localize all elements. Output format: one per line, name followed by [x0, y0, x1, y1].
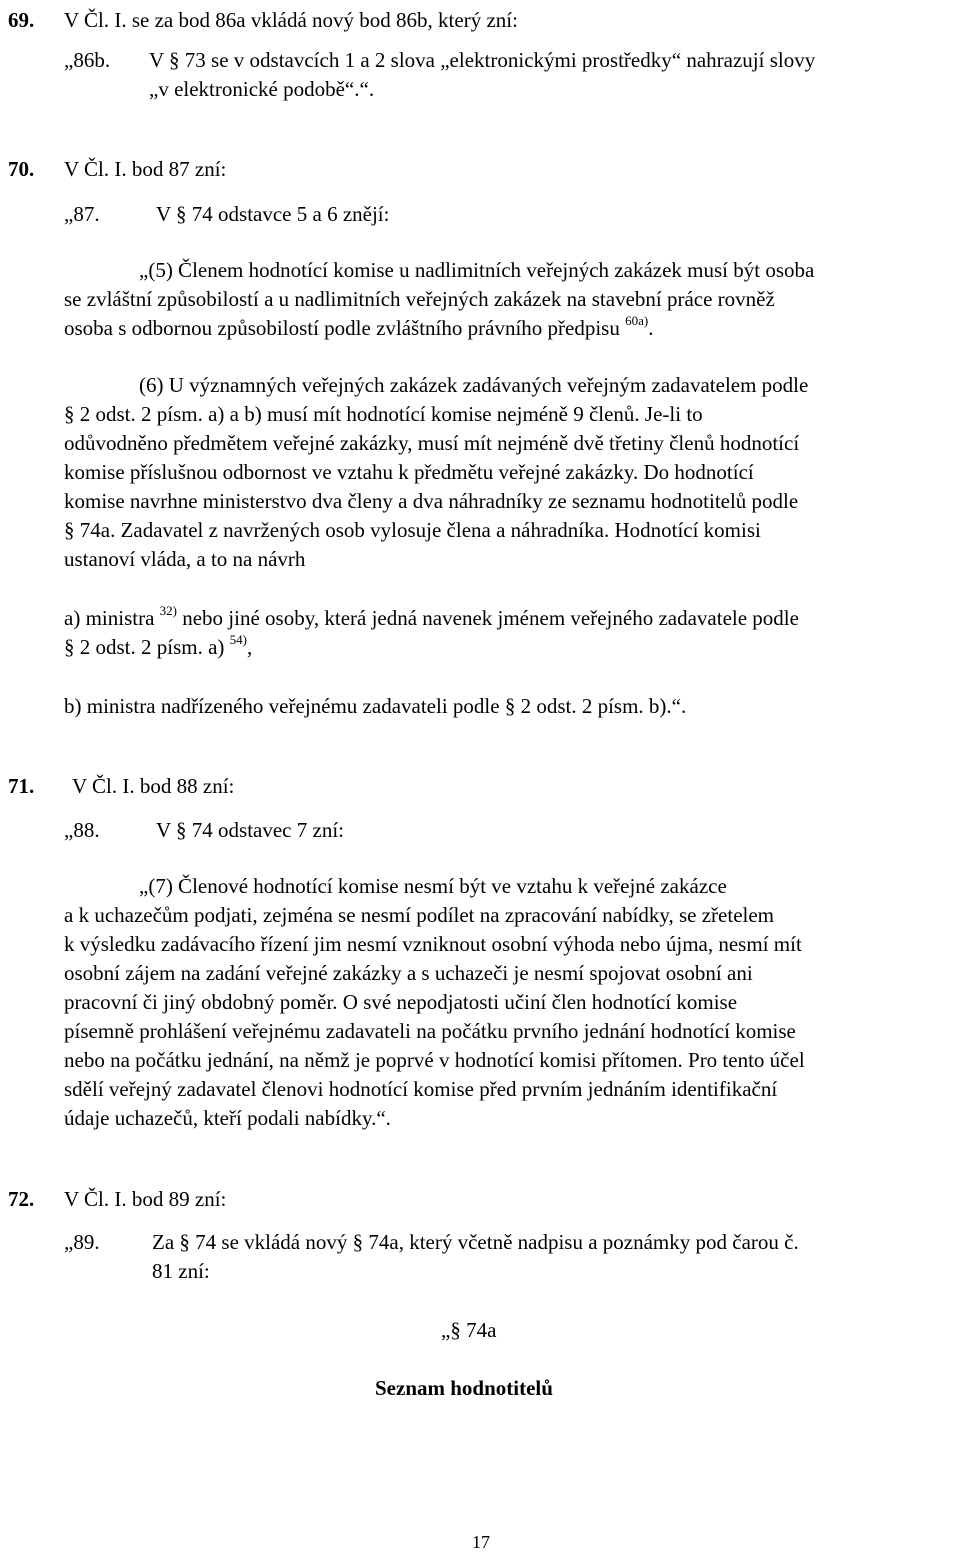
item-heading-72: V Čl. I. bod 89 zní: [64, 1187, 227, 1211]
para-5-line1: „(5) Členem hodnotící komise u nadlimitních veřejných zakázek musí být osoba [139, 258, 815, 282]
item-number-70: 70. [8, 157, 35, 181]
para-6-line2: § 2 odst. 2 písm. a) a b) musí mít hodnotící komise nejméně 9 členů. Je-li to [64, 402, 703, 426]
para-7-line2: a k uchazečům podjati, zejména se nesmí podílet na zpracování nabídky, se zřetelem [64, 903, 775, 927]
para-6-line4: komise příslušnou odbornost ve vztahu k předmětu veřejné zakázky. Do hodnotící [64, 460, 754, 484]
para-6-line3: odůvodněno předmětem veřejné zakázky, musí mít nejméně dvě třetiny členů hodnotící [64, 431, 800, 455]
footnote-ref-32: 32) [159, 603, 177, 618]
sub-text-89-line1: Za § 74 se vkládá nový § 74a, který včetně nadpisu a poznámky pod čarou č. [152, 1230, 799, 1254]
point-a-line1: a) ministra $^{32)}$ nebo jiné osoby, která jedná navenek jménem veřejného zadavatele podle [64, 603, 799, 630]
para-7-line1: „(7) Členové hodnotící komise nesmí být ve vztahu k veřejné zakázce [139, 874, 727, 898]
page-number: 17 [472, 1532, 490, 1552]
para-6-line7: ustanoví vláda, a to na návrh [64, 547, 306, 571]
para-7-line6: písemně prohlášení veřejnému zadavateli na počátku prvního jednání hodnotící komise [64, 1019, 796, 1043]
sub-text-88: V § 74 odstavec 7 zní: [156, 818, 344, 842]
footnote-ref-54: 54) [229, 632, 248, 647]
item-number-71: 71. [8, 774, 35, 798]
para-7-line3: k výsledku zadávacího řízení jim nesmí vzniknout osobní výhoda nebo újma, nesmí mít [64, 932, 802, 956]
para-7-line9: údaje uchazečů, kteří podali nabídky.“. [64, 1106, 391, 1130]
sub-text-86b-line1: V § 73 se v odstavcích 1 a 2 slova „elektronickými prostředky“ nahrazují slovy [149, 48, 816, 72]
footnote-ref-60a: 60a) [625, 313, 649, 328]
para-7-line5: pracovní či jiný obdobný poměr. O své nepodjatosti učiní člen hodnotící komise [64, 990, 738, 1014]
item-heading-71: V Čl. I. bod 88 zní: [72, 774, 235, 798]
sub-number-89: „89. [64, 1230, 100, 1254]
item-heading-70: V Čl. I. bod 87 zní: [64, 157, 227, 181]
sub-text-87: V § 74 odstavce 5 a 6 znějí: [156, 202, 390, 226]
para-6-line6: § 74a. Zadavatel z navržených osob vylosuje člena a náhradníka. Hodnotící komisi [64, 518, 761, 542]
sub-text-86b-line2: „v elektronické podobě“.“. [149, 77, 375, 101]
para-6-line1: (6) U významných veřejných zakázek zadávaných veřejným zadavatelem podle [139, 373, 809, 397]
sub-number-87: „87. [64, 202, 100, 226]
sub-number-86b: „86b. [64, 48, 111, 72]
section-heading-74a: „§ 74a [441, 1318, 497, 1342]
point-a-line2: § 2 odst. 2 písm. a) $^{54)}$, [64, 632, 253, 659]
para-7-line4: osobní zájem na zadání veřejné zakázky a s uchazeči je nesmí spojovat osobní ani [64, 961, 753, 985]
point-b-line: b) ministra nadřízeného veřejnému zadavateli podle § 2 odst. 2 písm. b).“. [64, 694, 687, 718]
section-title: Seznam hodnotitelů [375, 1376, 553, 1400]
item-heading-69: V Čl. I. se za bod 86a vkládá nový bod 86b, který zní: [64, 8, 518, 32]
item-number-69: 69. [8, 8, 35, 32]
item-number-72: 72. [8, 1187, 35, 1211]
para-5-line2: se zvláštní způsobilostí a u nadlimitních veřejných zakázek na stavební práce rovněž [64, 287, 775, 311]
para-6-line5: komise navrhne ministerstvo dva členy a dva náhradníky ze seznamu hodnotitelů podle [64, 489, 799, 513]
para-7-line8: sdělí veřejný zadavatel členovi hodnotící komise před prvním jednáním identifikační [64, 1077, 778, 1101]
para-5-line3: osoba s odbornou způsobilostí podle zvláštního právního předpisu $^{60a)}$. [64, 313, 654, 340]
para-7-line7: nebo na počátku jednání, na němž je poprvé v hodnotící komisi přítomen. Pro tento účel [64, 1048, 805, 1072]
sub-text-89-line2: 81 zní: [152, 1259, 210, 1283]
sub-number-88: „88. [64, 818, 100, 842]
